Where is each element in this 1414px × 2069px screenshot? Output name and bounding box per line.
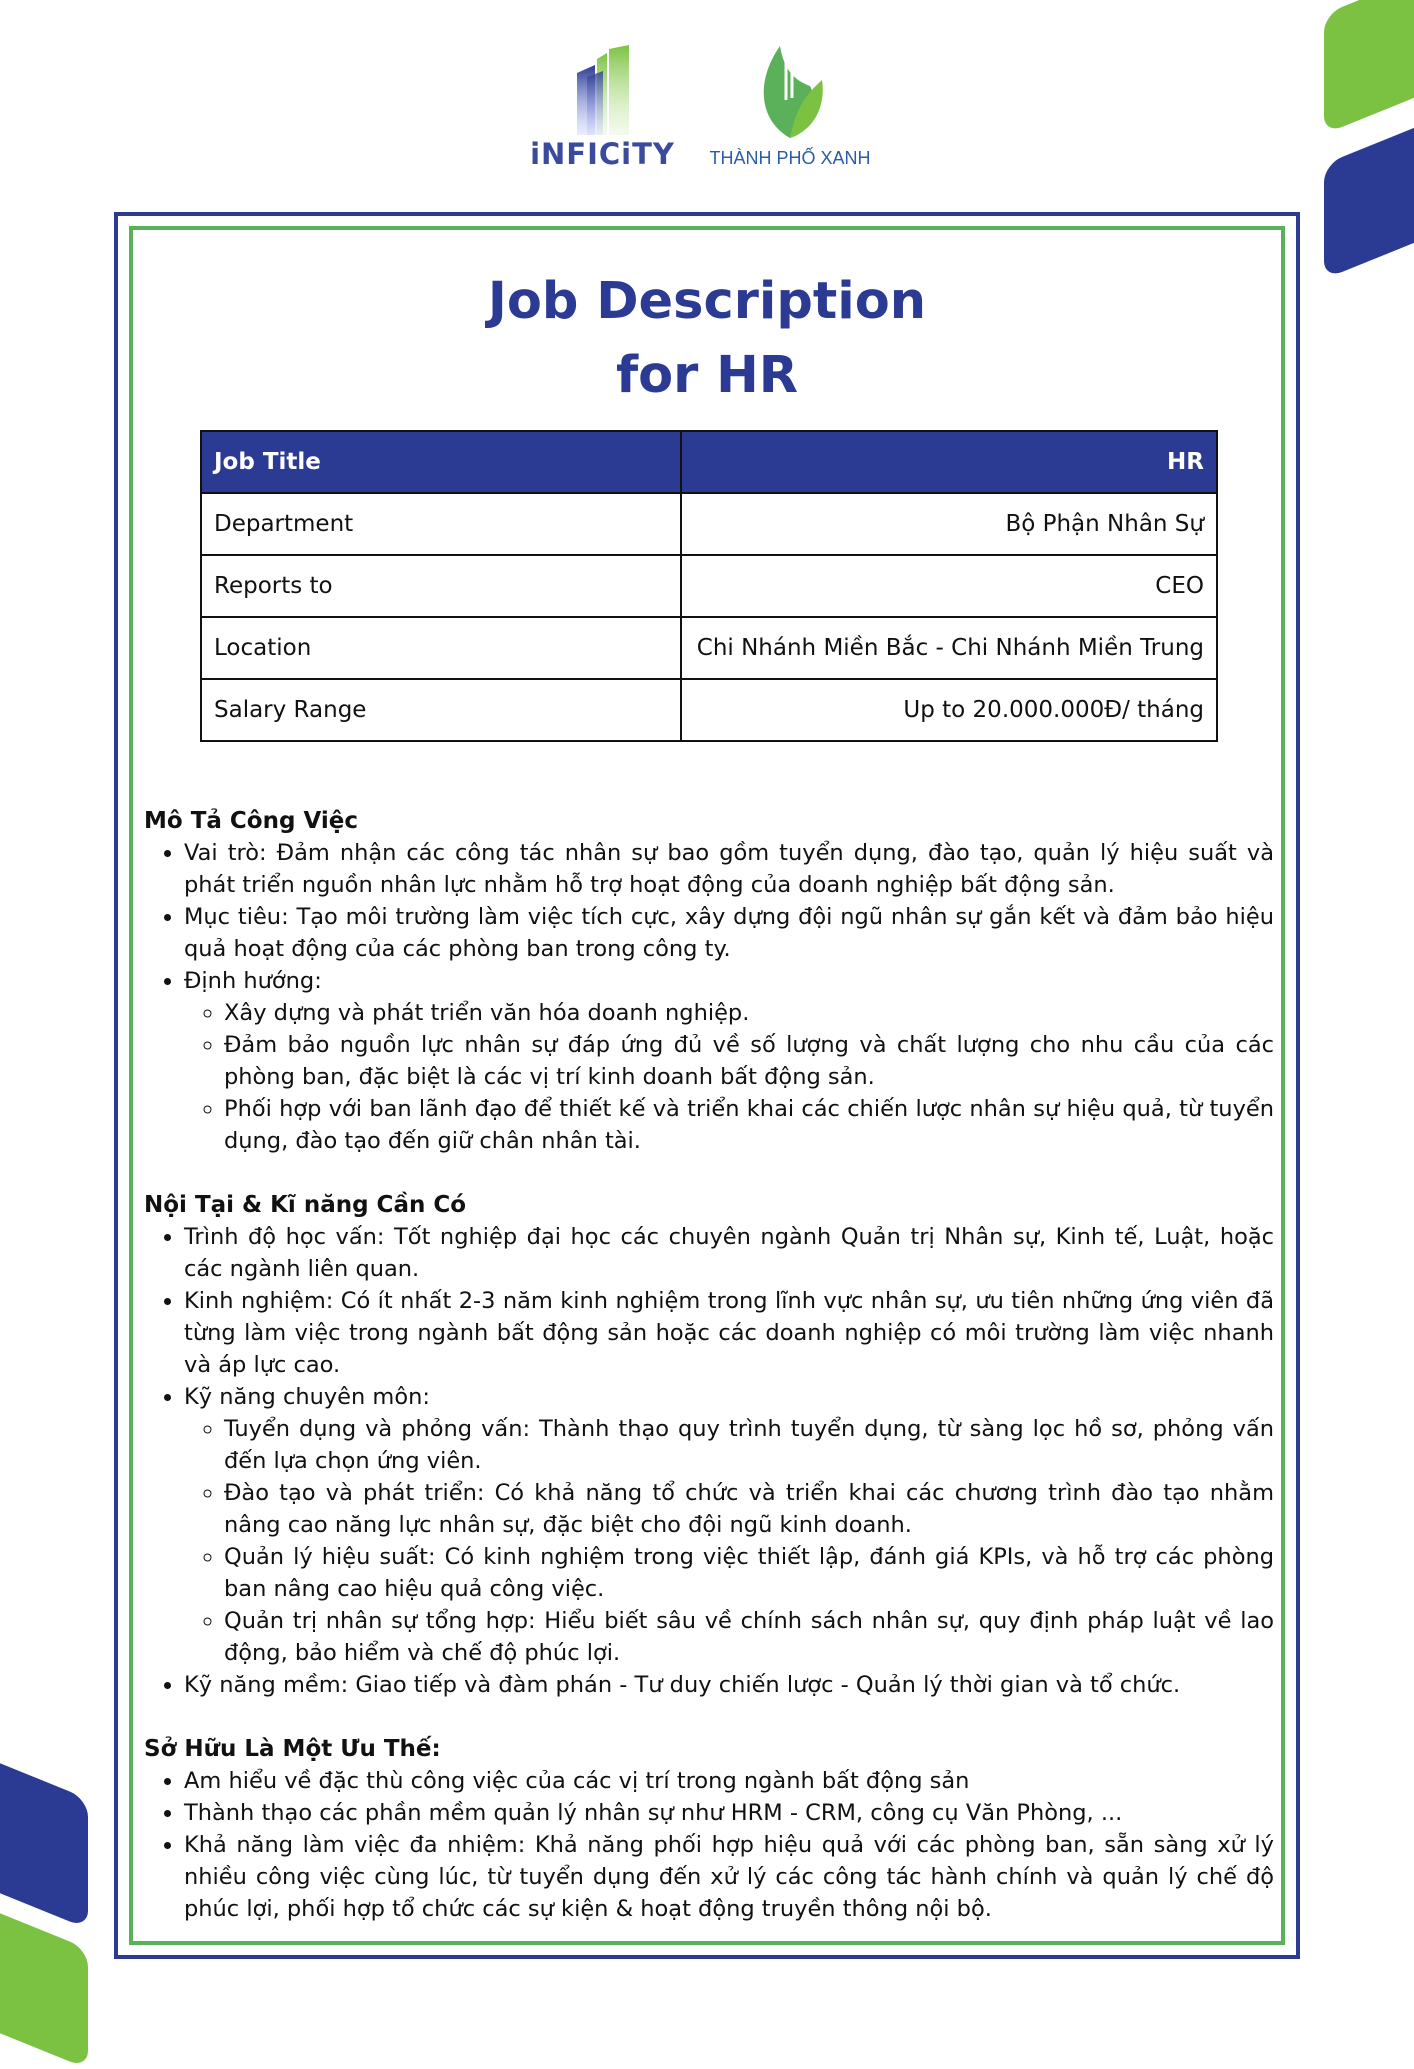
thanh-pho-xanh-logo: [700, 40, 880, 175]
table-value: Up to 20.000.000Đ/ tháng: [681, 679, 1217, 741]
bullet-list: [144, 1221, 1274, 1701]
table-key: Location: [201, 617, 681, 679]
list-item: • Vai trò: Đảm nhận các công tác nhân sự bao gồm tuyển dụng, đào tạo, quản lý hiệu suất và phát triển nguồn nhân lực nhằm hỗ trợ hoạt động của doanh nghiệp bất động sản.: [184, 837, 1274, 901]
sub-bullet-list: [184, 1413, 1274, 1669]
job-info-table: [200, 430, 1218, 742]
inficity-logo: [530, 45, 675, 175]
list-item-text: Kỹ năng chuyên môn:: [184, 1384, 430, 1410]
page-title: [0, 265, 1414, 413]
sub-list-item: ◦ Xây dựng và phát triển văn hóa doanh nghiệp.: [224, 997, 1274, 1029]
title-line-1: Job Description: [487, 272, 927, 331]
bullet-list: [144, 1765, 1274, 1925]
table-row: [201, 493, 1217, 555]
title-line-2: for HR: [615, 346, 799, 405]
table-key: Job Title: [201, 431, 681, 493]
section-job-description: [144, 805, 1274, 1157]
inficity-logo-text: iNFICiTY: [530, 137, 675, 171]
sub-list-item: ◦ Quản trị nhân sự tổng hợp: Hiểu biết sâu về chính sách nhân sự, quy định pháp luật về lao động, bảo hiểm và chế độ phúc lợi.: [224, 1605, 1274, 1669]
list-item: [184, 1381, 1274, 1669]
list-item-text: Định hướng:: [184, 968, 322, 994]
bullet-list: [144, 837, 1274, 1157]
list-item: • Am hiểu về đặc thù công việc của các vị trí trong ngành bất động sản: [184, 1765, 1274, 1797]
section-heading: Mô Tả Công Việc: [144, 808, 358, 834]
list-item: • Trình độ học vấn: Tốt nghiệp đại học các chuyên ngành Quản trị Nhân sự, Kinh tế, Luật, hoặc các ngành liên quan.: [184, 1221, 1274, 1285]
list-item: • Kỹ năng mềm: Giao tiếp và đàm phán - Tư duy chiến lược - Quản lý thời gian và tổ chức.: [184, 1669, 1274, 1701]
section-advantages: [144, 1733, 1274, 1925]
sub-list-item: ◦ Tuyển dụng và phỏng vấn: Thành thạo quy trình tuyển dụng, từ sàng lọc hồ sơ, phỏng vấn đến lựa chọn ứng viên.: [224, 1413, 1274, 1477]
section-heading: Sở Hữu Là Một Ưu Thế:: [144, 1736, 441, 1762]
corner-decoration-blue-top: [1324, 116, 1414, 279]
section-requirements: [144, 1189, 1274, 1701]
table-value: Chi Nhánh Miền Bắc - Chi Nhánh Miền Trung: [681, 617, 1217, 679]
corner-decoration-blue-bottom: [0, 1751, 88, 1929]
list-item: [184, 965, 1274, 1157]
list-item: • Mục tiêu: Tạo môi trường làm việc tích cực, xây dựng đội ngũ nhân sự gắn kết và đảm bảo hiệu quả hoạt động của các phòng ban trong công ty.: [184, 901, 1274, 965]
sub-list-item: ◦ Quản lý hiệu suất: Có kinh nghiệm trong việc thiết lập, đánh giá KPIs, và hỗ trợ các phòng ban nâng cao hiệu quả công việc.: [224, 1541, 1274, 1605]
table-row: [201, 679, 1217, 741]
section-heading: Nội Tại & Kĩ năng Cần Có: [144, 1192, 467, 1218]
table-value: Bộ Phận Nhân Sự: [681, 493, 1217, 555]
thanh-pho-xanh-logo-text: THÀNH PHỐ XANH: [709, 148, 871, 168]
table-key: Salary Range: [201, 679, 681, 741]
table-value: CEO: [681, 555, 1217, 617]
table-key: Reports to: [201, 555, 681, 617]
job-content: [144, 805, 1274, 1957]
corner-decoration-green-bottom: [0, 1901, 88, 2069]
sub-bullet-list: [184, 997, 1274, 1157]
sub-list-item: ◦ Đào tạo và phát triển: Có khả năng tổ chức và triển khai các chương trình đào tạo nhằm nâng cao năng lực nhân sự, đặc biệt cho đội ngũ kinh doanh.: [224, 1477, 1274, 1541]
inficity-buildings-icon: [573, 45, 633, 135]
table-row: [201, 555, 1217, 617]
table-key: Department: [201, 493, 681, 555]
sub-list-item: ◦ Phối hợp với ban lãnh đạo để thiết kế và triển khai các chiến lược nhân sự hiệu quả, từ tuyển dụng, đào tạo đến giữ chân nhân tài.: [224, 1093, 1274, 1157]
table-row: [201, 431, 1217, 493]
sub-list-item: ◦ Đảm bảo nguồn lực nhân sự đáp ứng đủ về số lượng và chất lượng cho nhu cầu của các phòng ban, đặc biệt là các vị trí kinh doanh bất động sản.: [224, 1029, 1274, 1093]
list-item: • Thành thạo các phần mềm quản lý nhân sự như HRM - CRM, công cụ Văn Phòng, ...: [184, 1797, 1274, 1829]
corner-decoration-green-top: [1324, 0, 1414, 134]
list-item: • Khả năng làm việc đa nhiệm: Khả năng phối hợp hiệu quả với các phòng ban, sẵn sàng xử lý nhiều công việc cùng lúc, từ tuyển dụng đến xử lý các công tác hành chính và quản lý chế độ phúc lợi, phối hợp tổ chức các sự kiện & hoạt động truyền thông nội bộ.: [184, 1829, 1274, 1925]
table-row: [201, 617, 1217, 679]
leaf-icon: [750, 40, 830, 140]
list-item: • Kinh nghiệm: Có ít nhất 2-3 năm kinh nghiệm trong lĩnh vực nhân sự, ưu tiên những ứng viên đã từng làm việc trong ngành bất động sản hoặc các doanh nghiệp có môi trường làm việc nhanh và áp lực cao.: [184, 1285, 1274, 1381]
table-value: HR: [681, 431, 1217, 493]
